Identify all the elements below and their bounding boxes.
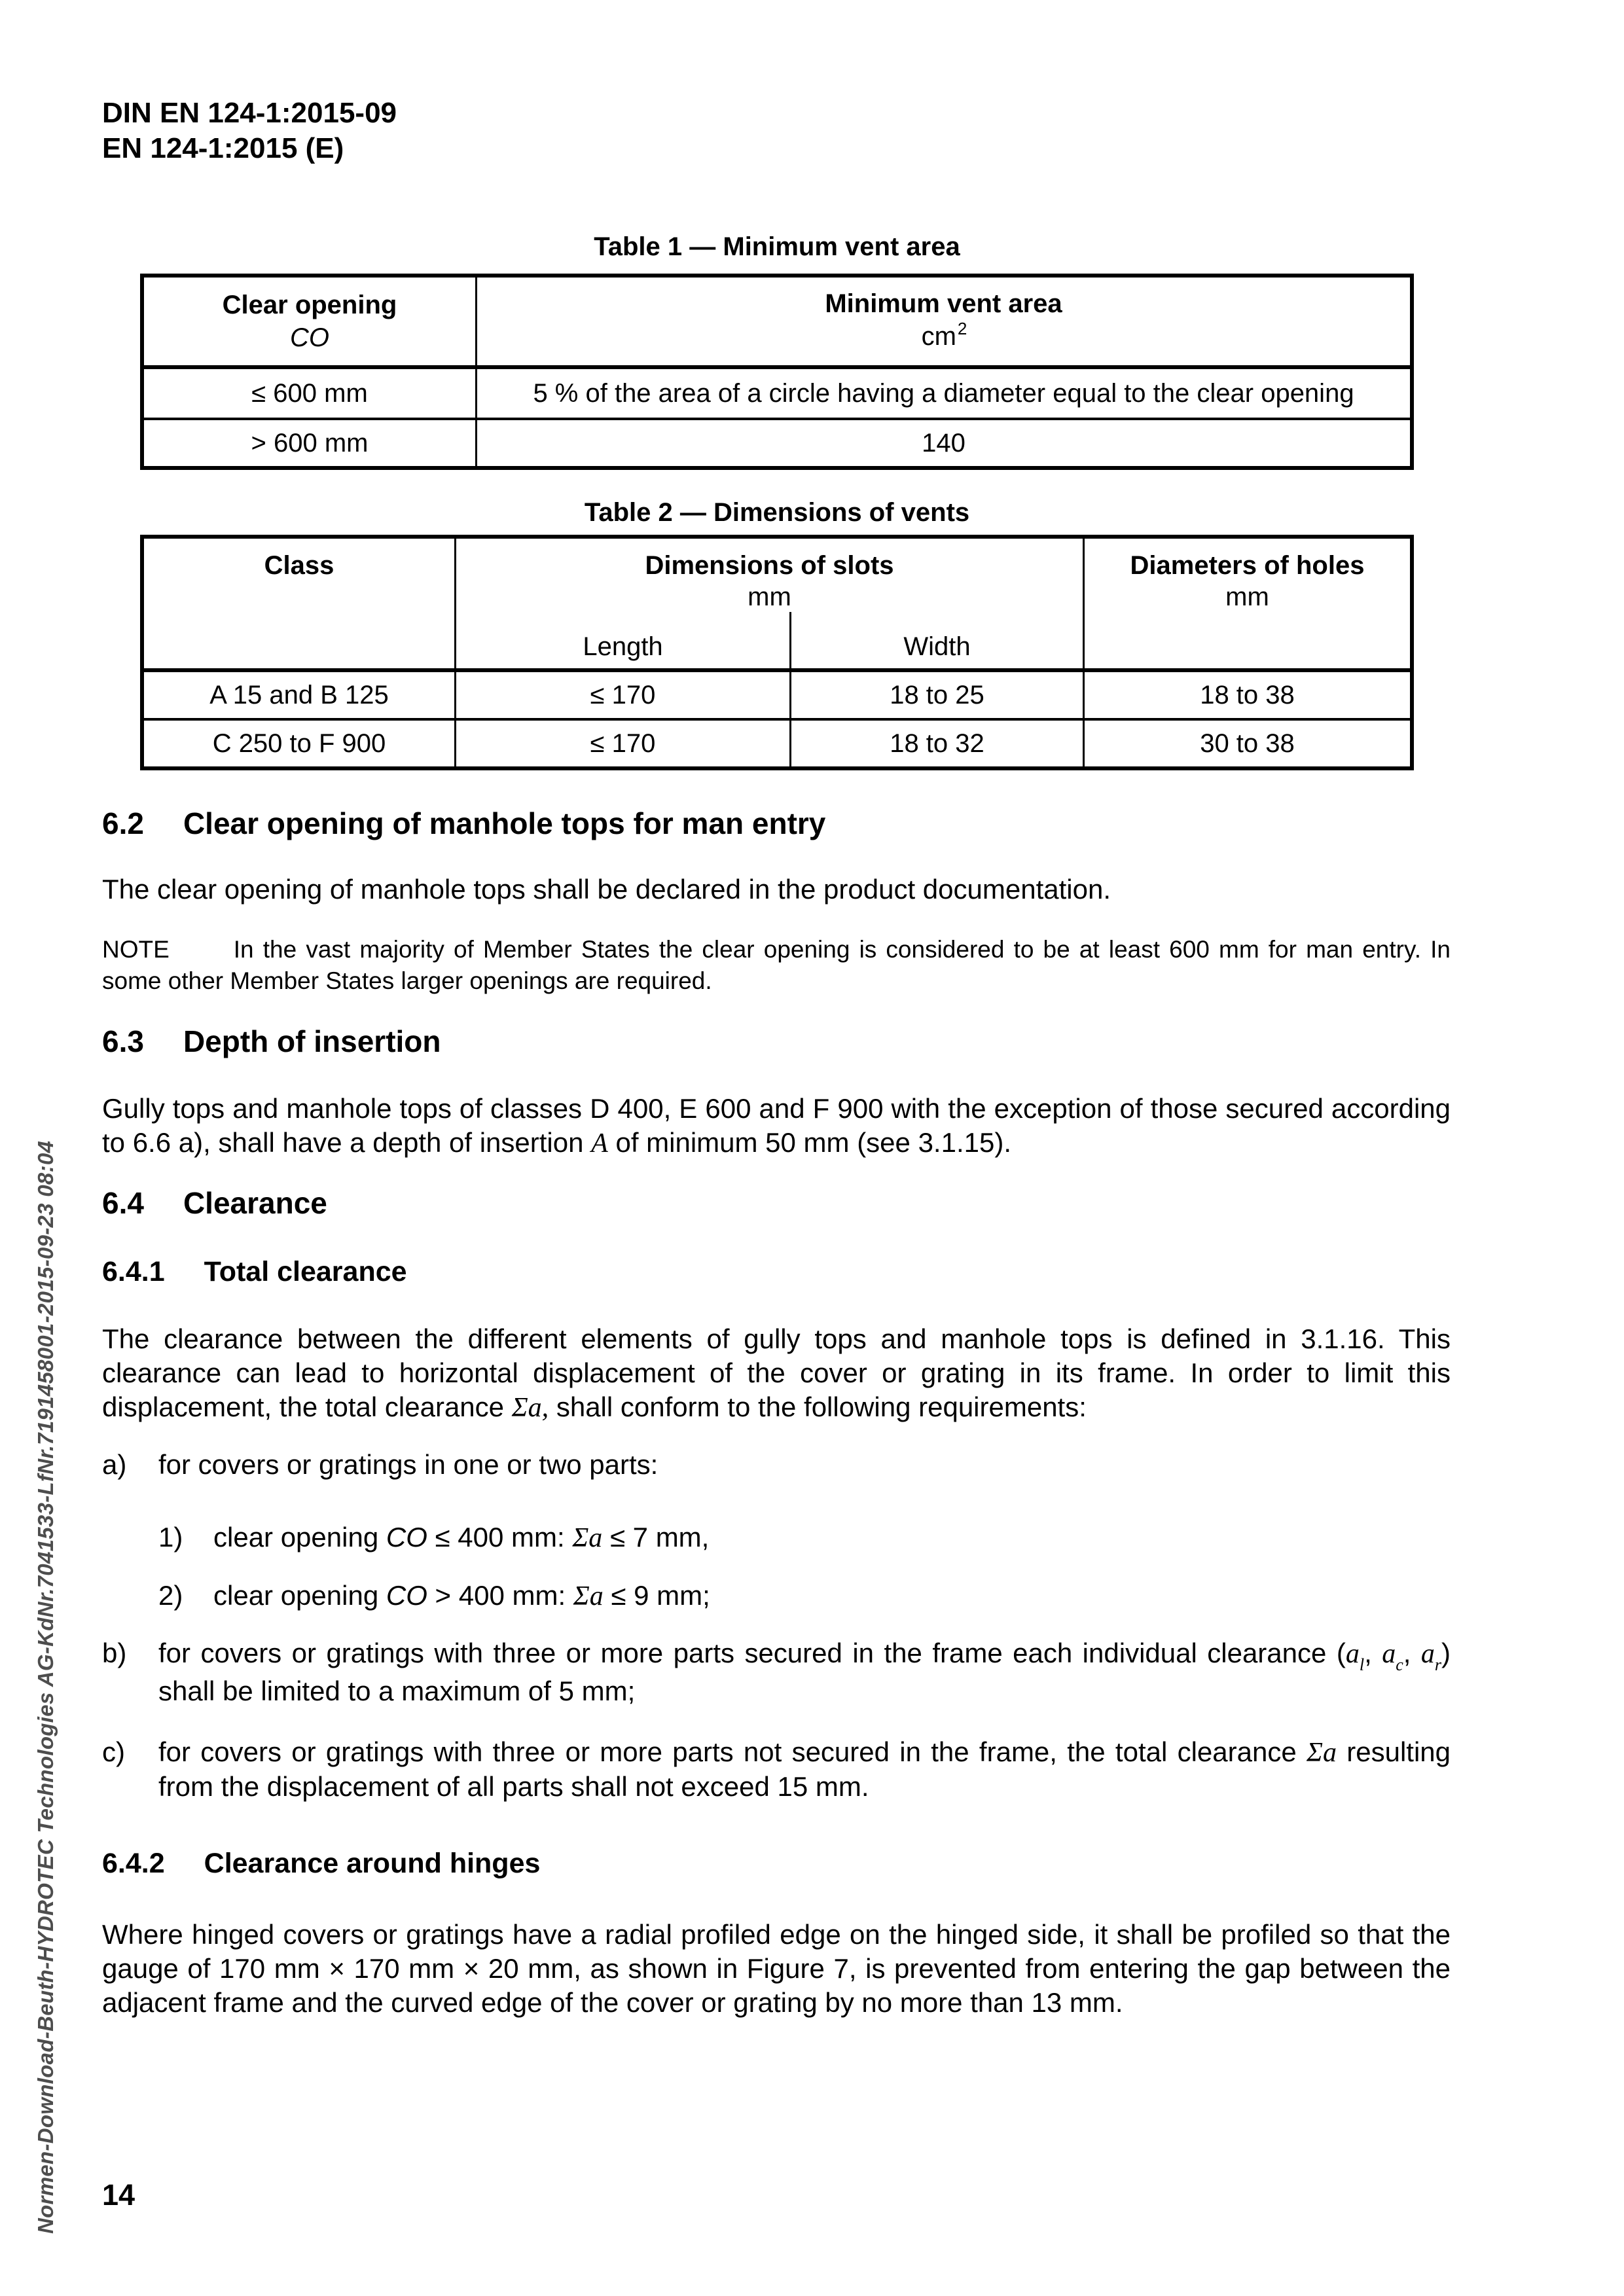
table1-header-clear-opening bbox=[144, 278, 475, 365]
page-number: 14 bbox=[102, 2178, 135, 2212]
paragraph-6-2: The clear opening of manhole tops shall be declared in the product documentation. bbox=[102, 874, 1111, 905]
table1-header-min-vent-area bbox=[477, 278, 1410, 365]
heading-6-4-2-title: Clearance around hinges bbox=[204, 1848, 541, 1879]
heading-6-3-number: 6.3 bbox=[102, 1024, 144, 1058]
subscript-r: r bbox=[1434, 1655, 1442, 1674]
list-item-a-text: for covers or gratings in one or two parts: bbox=[158, 1449, 659, 1480]
table1-title: Table 1 — Minimum vent area bbox=[594, 232, 960, 261]
table2-header-length: Length bbox=[583, 632, 663, 661]
heading-6-4-1-title: Total clearance bbox=[204, 1256, 407, 1287]
list-item-a2-label: 2) bbox=[158, 1580, 183, 1611]
note-text: In the vast majority of Member States the clear opening is considered to be at least 600 mm for man entry. In some other Member States larger openings are required. bbox=[102, 936, 1451, 994]
table1-cell-r2c1: > 600 mm bbox=[251, 429, 369, 457]
table2-header-width: Width bbox=[903, 632, 971, 661]
table1-header-col2-unit: $cm^2$ bbox=[921, 319, 967, 351]
var-a-centre: a bbox=[1382, 1639, 1396, 1669]
table1-minimum-vent-area bbox=[140, 274, 1414, 470]
table2-header-slots-unit: mm bbox=[748, 583, 791, 611]
var-CO: CO bbox=[386, 1580, 427, 1611]
table2-cell-r2-width: 18 to 32 bbox=[890, 729, 984, 758]
standard-designation-line2: EN 124-1:2015 (E) bbox=[102, 132, 344, 164]
heading-6-4-1-number: 6.4.1 bbox=[102, 1256, 165, 1287]
list-item-c-label: c) bbox=[102, 1736, 125, 1767]
heading-6-3-title: Depth of insertion bbox=[183, 1024, 441, 1058]
table1-header-col1-symbol: CO bbox=[290, 323, 329, 352]
list-item-b: b) for covers or gratings with three or more parts secured in the frame each individual clearance ($a_l$, $a_c$, $a_r$) shall be limited to a maximum of 5 mm; bbox=[102, 1638, 1451, 1706]
subscript-c: c bbox=[1396, 1655, 1403, 1674]
table1-cell-r1c1: ≤ 600 mm bbox=[251, 379, 368, 408]
paragraph-6-4-1: The clearance between the different elements of gully tops and manhole tops is defined in 3.1.16. This clearance can lead to horizontal displacement of the cover or grating in its frame. In order to limit this displacement, the total clearance Σa, shall conform to the following requirements: bbox=[102, 1323, 1451, 1423]
table2-header-slots bbox=[456, 549, 1083, 612]
list-item-a-label: a) bbox=[102, 1449, 127, 1480]
table2-header-holes-unit: mm bbox=[1225, 583, 1269, 611]
heading-6-4 bbox=[102, 1185, 327, 1221]
heading-6-4-number: 6.4 bbox=[102, 1186, 144, 1220]
table2-header-class: Class bbox=[264, 551, 334, 580]
list-item-a2: 2) clear opening CO > 400 mm: Σa ≤ 9 mm; bbox=[158, 1580, 710, 1611]
var-sigma-a: Σa bbox=[1307, 1738, 1337, 1768]
table2-cell-r1-holes: 18 to 38 bbox=[1200, 681, 1295, 709]
table1-header-col2-label: Minimum vent area bbox=[825, 289, 1062, 318]
var-a-right: a bbox=[1420, 1639, 1435, 1669]
table2-cell-r1-class: A 15 and B 125 bbox=[209, 681, 389, 709]
table1-cell-r2c2: 140 bbox=[922, 429, 965, 457]
table1-header-col1-label: Clear opening bbox=[222, 291, 397, 319]
heading-6-4-2 bbox=[102, 1846, 540, 1881]
download-watermark: Normen-Download-Beuth-HYDROTEC Technologies AG-KdNr.7041533-LfNr.7191458001-2015-09-23 08:04 bbox=[33, 1140, 58, 2234]
table2-cell-r2-holes: 30 to 38 bbox=[1200, 729, 1295, 758]
var-sigma-a: Σa bbox=[573, 1581, 604, 1611]
heading-6-4-title: Clearance bbox=[183, 1186, 327, 1220]
list-item-c: c) for covers or gratings with three or more parts not secured in the frame, the total clearance Σa resulting from the displacement of all parts shall not exceed 15 mm. bbox=[102, 1736, 1451, 1802]
list-item-a1-label: 1) bbox=[158, 1522, 183, 1552]
var-sigma-a: Σa, bbox=[511, 1393, 549, 1423]
table2-header-slots-label: Dimensions of slots bbox=[645, 551, 894, 580]
table2-cell-r1-length: ≤ 170 bbox=[590, 681, 656, 709]
var-depth-A: A bbox=[591, 1128, 608, 1158]
list-item-a1: 1) clear opening CO ≤ 400 mm: Σa ≤ 7 mm, bbox=[158, 1522, 710, 1553]
document-header bbox=[102, 96, 397, 166]
list-item-a bbox=[102, 1448, 1451, 1482]
table2-header-holes-label: Diameters of holes bbox=[1130, 551, 1365, 580]
table2-title: Table 2 — Dimensions of vents bbox=[584, 498, 970, 527]
paragraph-6-3: Gully tops and manhole tops of classes D 400, E 600 and F 900 with the exception of those secured according to 6.6 a), shall have a depth of insertion A of minimum 50 mm (see 3.1.15). bbox=[102, 1093, 1451, 1158]
subscript-l: l bbox=[1359, 1655, 1365, 1674]
table2-cell-r2-length: ≤ 170 bbox=[590, 729, 656, 758]
heading-6-2-number: 6.2 bbox=[102, 806, 144, 840]
table1-cell-r1c2: 5 % of the area of a circle having a diameter equal to the clear opening bbox=[533, 379, 1354, 408]
table2-cell-r1-width: 18 to 25 bbox=[890, 681, 984, 709]
note-6-2 bbox=[102, 934, 1451, 997]
table2-cell-r2-class: C 250 to F 900 bbox=[212, 729, 386, 758]
heading-6-4-2-number: 6.4.2 bbox=[102, 1848, 165, 1879]
heading-6-2 bbox=[102, 805, 825, 842]
var-CO: CO bbox=[386, 1522, 427, 1552]
list-item-b-label: b) bbox=[102, 1638, 127, 1668]
heading-6-2-title: Clear opening of manhole tops for man entry bbox=[183, 806, 826, 840]
paragraph-6-4-2: Where hinged covers or gratings have a radial profiled edge on the hinged side, it shall be profiled so that the gauge of 170 mm × 170 mm × 20 mm, as shown in Figure 7, is prevented from entering the gap between the adjacent frame and the curved edge of the cover or grating by no more than 13 mm. bbox=[102, 1919, 1451, 2018]
heading-6-3 bbox=[102, 1023, 441, 1060]
var-sigma-a: Σa bbox=[572, 1523, 603, 1553]
var-a-left: a bbox=[1345, 1639, 1360, 1669]
table2-header-holes bbox=[1085, 549, 1410, 612]
heading-6-4-1 bbox=[102, 1254, 407, 1289]
standard-designation-line1: DIN EN 124-1:2015-09 bbox=[102, 97, 397, 129]
note-label: NOTE bbox=[102, 936, 170, 963]
table2-dimensions-of-vents bbox=[140, 535, 1414, 770]
superscript-2: 2 bbox=[957, 319, 967, 338]
